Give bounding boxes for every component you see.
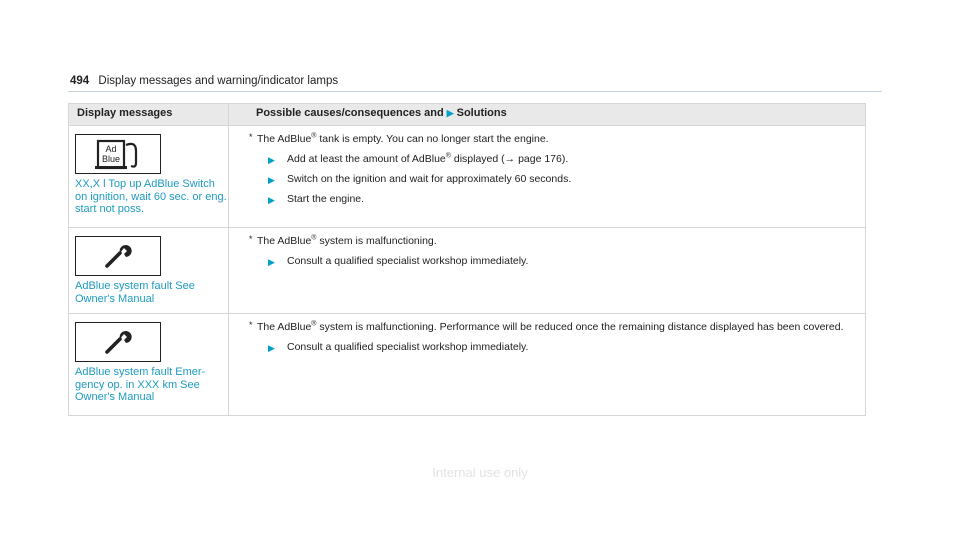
col-header-display-messages: Display messages <box>69 104 229 126</box>
display-messages-table <box>68 103 866 416</box>
cause-text: * The AdBlue® system is malfunctioning. <box>249 234 437 247</box>
header-rule <box>68 91 882 92</box>
display-message-cell <box>69 314 229 416</box>
solution-step: ▶ Switch on the ignition and wait for approximately 60 seconds. <box>268 173 572 185</box>
table-row <box>69 126 866 228</box>
step-arrow-icon: ▶ <box>268 195 275 205</box>
arrow-right-icon: ▶ <box>446 108 454 118</box>
solution-step: ▶ Add at least the amount of AdBlue® displayed (→ page 176). <box>268 152 569 165</box>
display-message-cell <box>69 228 229 314</box>
solution-step: ▶ Start the engine. <box>268 193 365 205</box>
step-arrow-icon: ▶ <box>268 257 275 267</box>
step-arrow-icon: ▶ <box>268 175 275 185</box>
col-header-causes-solutions: Possible causes/consequences and ▶ Solutions <box>229 104 866 126</box>
display-message-cell <box>69 126 229 228</box>
wrench-icon <box>75 322 161 362</box>
causes-solutions-cell <box>229 314 866 416</box>
page-section-title: Display messages and warning/indicator lamps <box>98 75 339 87</box>
causes-solutions-cell <box>229 228 866 314</box>
display-message-text: AdBlue system fault See Owner's Manual <box>75 280 195 305</box>
solution-step: ▶ Consult a qualified specialist workshop immediately. <box>268 255 529 267</box>
table-row <box>69 314 866 416</box>
page-number: 494 <box>70 75 90 87</box>
step-arrow-icon: ▶ <box>268 155 275 165</box>
cause-text: * The AdBlue® tank is empty. You can no longer start the engine. <box>249 132 549 145</box>
solution-step: ▶ Consult a qualified specialist workshop immediately. <box>268 341 529 353</box>
table-row <box>69 228 866 314</box>
wrench-icon <box>75 236 161 276</box>
adblue-tank-icon <box>75 134 161 174</box>
internal-use-watermark: Internal use only <box>432 465 528 480</box>
step-arrow-icon: ▶ <box>268 343 275 353</box>
table-header-row <box>69 104 866 126</box>
cause-text: * The AdBlue® system is malfunctioning. Performance will be reduced once the remaining distance displayed has been covered. <box>249 320 844 333</box>
display-message-text: AdBlue system fault Emer-gency op. in XXX km See Owner's Manual <box>75 366 206 403</box>
causes-solutions-cell <box>229 126 866 228</box>
svg-text:Ad: Ad <box>105 144 117 154</box>
page-header <box>70 75 338 87</box>
svg-text:Blue: Blue <box>101 154 121 164</box>
display-message-text: XX,X l Top up AdBlue Switch on ignition, wait 60 sec. or eng. start not poss. <box>75 178 227 215</box>
